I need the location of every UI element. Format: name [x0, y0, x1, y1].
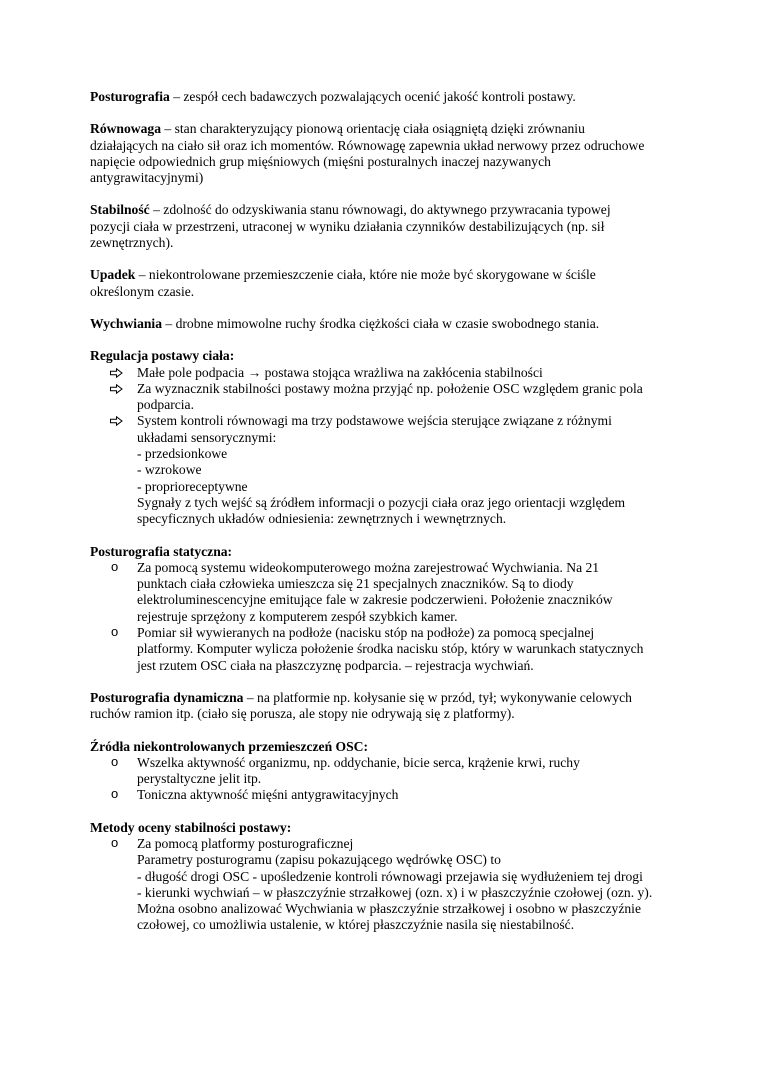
circle-bullet-icon: o	[111, 558, 119, 574]
term: Posturografia dynamiczna	[90, 689, 244, 705]
list-item: Małe pole podpacia → postawa stojąca wrażliwa na zakłócenia stabilności	[90, 365, 690, 381]
term: Posturografia	[90, 89, 170, 104]
term: Równowaga	[90, 121, 161, 137]
arrow-bullet-icon	[110, 381, 130, 394]
list-item: Za wyznacznik stabilności postawy można przyjąć np. położenie OSC względem granic pola podparcia.	[90, 381, 690, 414]
definition-stabilnosc: Stabilność – zdolność do odzyskiwania stanu równowagi, do aktywnego przywracania typowej pozycji ciała w przestrzeni, utraconej w wyniku działania czynników destabilizujących (np. sił zewnętrznych).	[90, 202, 611, 251]
term: Upadek	[90, 267, 136, 283]
definition-dynamiczna: Posturografia dynamiczna – na platformie np. kołysanie się w przód, tył; wykonywanie celowych ruchów ramion itp. (ciało się porusza, ale stopy nie odrywają się z platformy).	[90, 689, 632, 722]
definition-posturografia: Posturografia – zespół cech badawczych pozwalających ocenić jakość kontroli postawy.	[90, 89, 576, 104]
circle-bullet-icon: o	[111, 834, 119, 850]
term: Wychwiania	[90, 315, 163, 331]
right-arrow-icon: →	[247, 364, 262, 380]
list-item: o Toniczna aktywność mięśni antygrawitacyjnych	[111, 786, 399, 803]
section-heading-regulacja: Regulacja postawy ciała:	[90, 348, 235, 364]
section-heading-metody: Metody oceny stabilności postawy:	[90, 819, 292, 835]
section-heading-statyczna: Posturografia statyczna:	[90, 543, 233, 559]
definition-wychwiania: Wychwiania – drobne mimowolne ruchy środka ciężkości ciała w czasie swobodnego stania.	[90, 315, 600, 331]
circle-bullet-icon: o	[111, 753, 119, 769]
list-item: o Pomiar sił wywieranych na podłoże (nacisku stóp na podłoże) za pomocą specjalnej platformy. Komputer wylicza położenie środka nacisku stóp, który w warunkach statycznych jest rzutem OSC ciała na płaszczyznę podparcia. – rejestracja wychwiań.	[111, 624, 644, 673]
definition-rownowaga: Równowaga – stan charakteryzujący pionową orientację ciała osiągniętą dzięki zrównaniu działających na ciało sił oraz ich momentów. Równowagę zapewnia układ nerwowy przez odruchowe napięcie odpowiednich grup mięśniowych (mięśni posturalnych inaczej nazywanych antygrawitacyjnymi)	[90, 121, 645, 186]
list-item: o Wszelka aktywność organizmu, np. oddychanie, bicie serca, krążenie krwi, ruchy perystaltyczne jelit itp.	[111, 753, 580, 787]
circle-bullet-icon: o	[111, 786, 119, 802]
term: Stabilność	[90, 202, 150, 218]
definition-upadek: Upadek – niekontrolowane przemieszczenie ciała, które nie może być skorygowane w ściśle określonym czasie.	[90, 267, 596, 299]
section-heading-zrodla: Źródła niekontrolowanych przemieszczeń OSC:	[90, 738, 369, 754]
list-item: o Za pomocą platformy posturograficznej Parametry posturogramu (zapisu pokazującego wędrówkę OSC) to - długość drogi OSC - upośledzenie kontroli równowagi przejawia się wydłużeniem tej drogi - kierunki wychwiań – w płaszczyźnie strzałkowej (ozn. x) i w płaszczyźnie czołowej (ozn. y). Można osobno analizować Wychwiania w płaszczyźnie strzałkowej i osobno w płaszczyźnie czołowej, co umożliwia ustalenie, w której płaszczyźnie nasila się niestabilność.	[111, 834, 653, 933]
list-item: o Za pomocą systemu wideokomputerowego można zarejestrować Wychwiania. Na 21 punktach ciała człowieka umieszcza się 21 specjalnych znaczników. Są to diody elektroluminescencyjne emitujące fale w zakresie podczerwieni. Położenie znaczników rejestruje sprzężony z komputerem zespół szybkich kamer.	[111, 558, 613, 624]
list-item: System kontroli równowagi ma trzy podstawowe wejścia sterujące związane z różnymi układami sensorycznymi: - przedsionkowe - wzrokowe - proprioreceptywne Sygnały z tych wejść są źródłem informacji o pozycji ciała oraz jego orientacji względem specyficznych układów odniesienia: zewnętrznych i wewnętrznych.	[90, 413, 690, 527]
arrow-bullet-icon	[110, 365, 130, 378]
document-page	[90, 89, 690, 934]
arrow-bullet-icon	[110, 413, 130, 426]
circle-bullet-icon: o	[111, 624, 119, 640]
